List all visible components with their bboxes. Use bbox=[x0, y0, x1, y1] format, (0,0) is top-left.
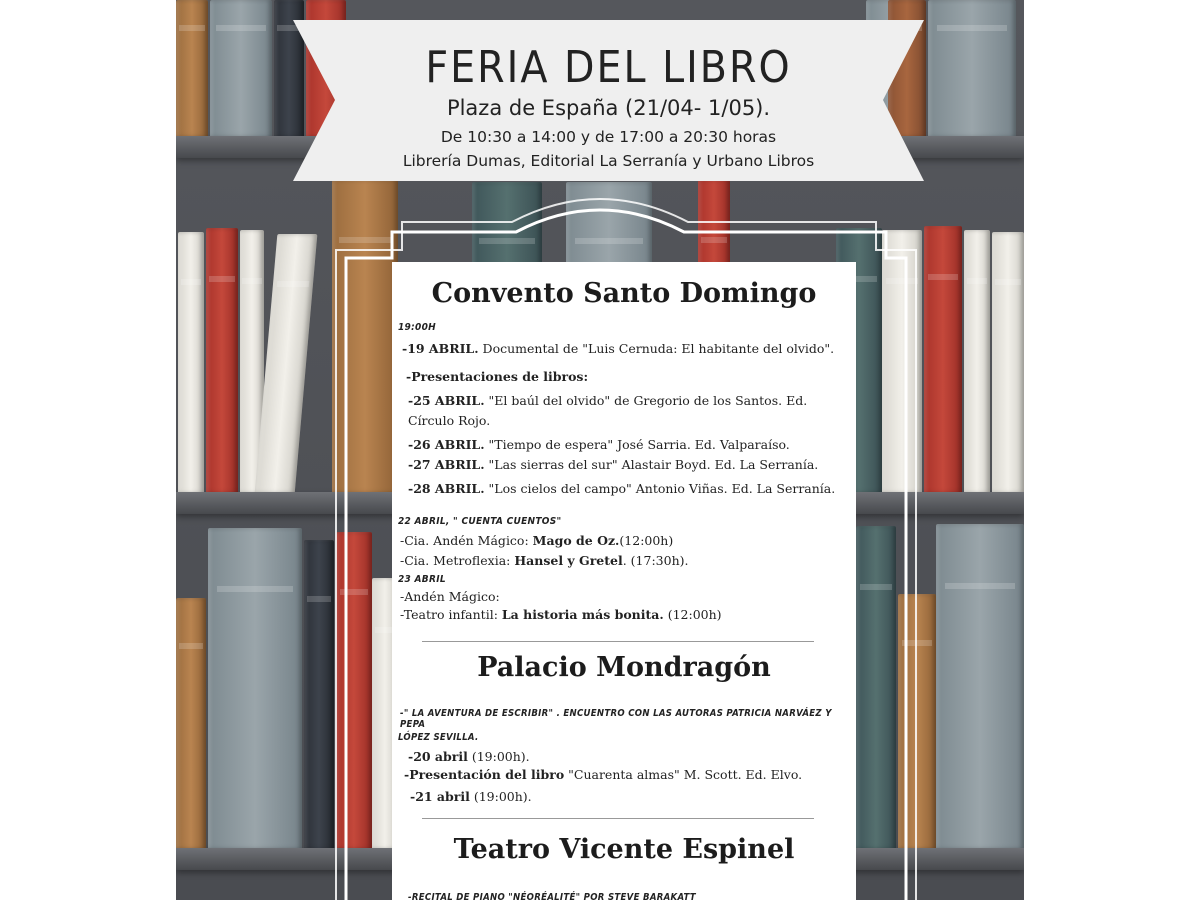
divider bbox=[422, 641, 814, 642]
abril23-line: -Andén Mágico: bbox=[400, 589, 500, 604]
banner-subtitle: Plaza de España (21/04- 1/05). bbox=[446, 96, 771, 120]
abril23-line: -Teatro infantil: La historia más bonita. (12:00h) bbox=[400, 607, 722, 622]
poster-background bbox=[176, 0, 1024, 900]
venue-title-palacio: Palacio Mondragón bbox=[477, 652, 771, 683]
book-item: -25 ABRIL. "El baúl del olvido" de Gregorio de los Santos. Ed. bbox=[408, 393, 808, 408]
program-panel bbox=[392, 262, 856, 900]
palacio-event-line: -" LA AVENTURA DE ESCRIBIR" . ENCUENTRO CON LAS AUTORAS PATRICIA NARVÁEZ Y PEPA bbox=[400, 708, 832, 730]
book-item: -26 ABRIL. "Tiempo de espera" José Sarria. Ed. Valparaíso. bbox=[408, 437, 790, 452]
documentary-line: -19 ABRIL. Documental de "Luis Cernuda: El habitante del olvido". bbox=[402, 341, 835, 356]
book-item: -27 ABRIL. "Las sierras del sur" Alastair Boyd. Ed. La Serranía. bbox=[408, 457, 819, 472]
banner-hours: De 10:30 a 14:00 y de 17:00 a 20:30 horas bbox=[440, 128, 777, 146]
convento-time: 19:00H bbox=[398, 322, 436, 333]
palacio-item: -21 abril (19:00h). bbox=[410, 789, 532, 804]
banner-title: FERIA DEL LIBRO bbox=[425, 42, 792, 93]
palacio-item: -Presentación del libro "Cuarenta almas" M. Scott. Ed. Elvo. bbox=[404, 767, 803, 782]
palacio-item: -20 abril (19:00h). bbox=[408, 749, 530, 764]
cuenta-cuentos-heading: 22 ABRIL, " CUENTA CUENTOS" bbox=[398, 516, 562, 527]
cuenta-item: -Cia. Metroflexia: Hansel y Gretel. (17:30h). bbox=[400, 553, 689, 568]
book-item: -28 ABRIL. "Los cielos del campo" Antonio Viñas. Ed. La Serranía. bbox=[408, 481, 836, 496]
palacio-event-line: LÓPEZ SEVILLA. bbox=[398, 732, 479, 743]
event-banner bbox=[293, 20, 924, 181]
venue-title-teatro: Teatro Vicente Espinel bbox=[453, 834, 795, 865]
cuenta-item: -Cia. Andén Mágico: Mago de Oz.(12:00h) bbox=[400, 533, 674, 548]
abril23-heading: 23 ABRIL bbox=[398, 574, 446, 585]
banner-publishers: Librería Dumas, Editorial La Serranía y Urbano Libros bbox=[402, 152, 815, 170]
divider bbox=[422, 818, 814, 819]
teatro-event-line: -RECITAL DE PIANO "NÉORÉALITÉ" POR STEVE BARAKATT bbox=[408, 892, 696, 900]
venue-title-convento: Convento Santo Domingo bbox=[431, 278, 817, 309]
presentations-heading: -Presentaciones de libros: bbox=[406, 369, 589, 384]
book-item: Círculo Rojo. bbox=[408, 413, 491, 428]
